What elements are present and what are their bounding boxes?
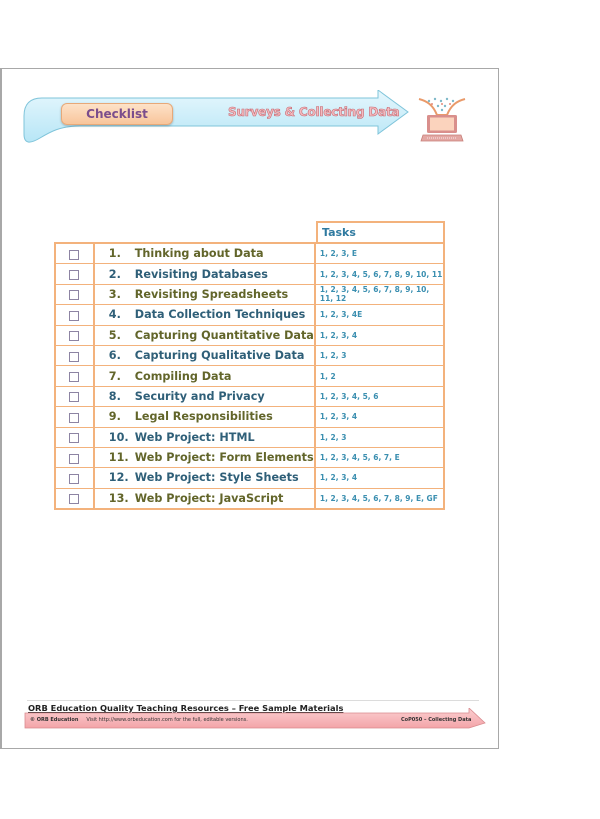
topic-cell	[94, 243, 315, 264]
topic-cell	[94, 264, 315, 284]
table-row	[55, 325, 444, 345]
topic-number: 9.	[108, 410, 121, 424]
table-row	[55, 345, 444, 365]
footer-code: CoP050 – Collecting Data	[401, 717, 472, 723]
tasks-column-header: Tasks	[316, 221, 445, 243]
topic-number: 4.	[108, 308, 121, 322]
footer-title: ORB Education Quality Teaching Resources – Free Sample Materials	[28, 703, 344, 713]
topic-name: Web Project: HTML	[134, 430, 255, 444]
table-row	[55, 284, 444, 304]
tasks-cell: 1, 2, 3, E	[315, 243, 444, 264]
checkbox[interactable]	[69, 331, 79, 341]
topic-cell	[94, 427, 315, 447]
topic-name: Legal Responsibilities	[134, 410, 273, 424]
topic-cell	[94, 284, 315, 304]
topic-number: 10.	[108, 430, 129, 444]
topic-name: Web Project: Form Elements	[134, 451, 314, 465]
checkbox-cell	[55, 345, 94, 365]
worksheet-title: Surveys & Collecting Data	[228, 105, 400, 119]
tasks-cell: 1, 2, 3, 4, 5, 6, 7, 8, 9, 10, 11, 12	[315, 284, 444, 304]
checkbox[interactable]	[69, 494, 79, 504]
topic-cell	[94, 305, 315, 325]
tasks-cell: 1, 2, 3, 4	[315, 325, 444, 345]
topic-name: Revisiting Databases	[134, 267, 268, 281]
table-row	[55, 243, 444, 264]
tasks-cell: 1, 2, 3, 4, 5, 6	[315, 386, 444, 406]
topic-number: 6.	[108, 349, 121, 363]
checkbox-cell	[55, 488, 94, 509]
tasks-cell: 1, 2	[315, 366, 444, 386]
checkbox-cell	[55, 447, 94, 467]
topic-name: Security and Privacy	[134, 389, 265, 403]
topic-cell	[94, 468, 315, 488]
table-row	[55, 305, 444, 325]
tasks-cell: 1, 2, 3, 4E	[315, 305, 444, 325]
checkbox-cell	[55, 366, 94, 386]
topic-name: Data Collection Techniques	[134, 308, 306, 322]
table-row	[55, 447, 444, 467]
checkbox[interactable]	[69, 250, 79, 260]
tasks-cell: 1, 2, 3	[315, 345, 444, 365]
checkbox-cell	[55, 305, 94, 325]
checkbox-cell	[55, 427, 94, 447]
topic-number: 3.	[108, 287, 121, 301]
topic-number: 11.	[108, 451, 129, 465]
section-label: Checklist	[61, 103, 173, 125]
table-row	[55, 366, 444, 386]
checkbox[interactable]	[69, 290, 79, 300]
checkbox[interactable]	[69, 270, 79, 280]
table-row	[55, 468, 444, 488]
checkbox[interactable]	[69, 311, 79, 321]
copyright-text: © ORB Education	[30, 717, 79, 723]
checkbox-cell	[55, 468, 94, 488]
topic-number: 1.	[108, 247, 121, 261]
topic-number: 2.	[108, 267, 121, 281]
checkbox-cell	[55, 386, 94, 406]
checkbox[interactable]	[69, 372, 79, 382]
topic-number: 7.	[108, 369, 121, 383]
topic-name: Capturing Qualitative Data	[134, 349, 305, 363]
table-row	[55, 427, 444, 447]
checkbox-cell	[55, 264, 94, 284]
tasks-cell: 1, 2, 3, 4	[315, 407, 444, 427]
tasks-cell: 1, 2, 3	[315, 427, 444, 447]
checkbox-cell	[55, 243, 94, 264]
topic-cell	[94, 366, 315, 386]
checkbox[interactable]	[69, 392, 79, 402]
topic-cell	[94, 386, 315, 406]
topic-name: Capturing Quantitative Data	[134, 328, 314, 342]
topic-number: 13.	[108, 491, 129, 505]
footer-copyright	[30, 717, 248, 723]
topic-cell	[94, 447, 315, 467]
tasks-cell: 1, 2, 3, 4, 5, 6, 7, 8, 9, E, GF	[315, 488, 444, 509]
checkbox-cell	[55, 407, 94, 427]
topic-name: Thinking about Data	[134, 247, 264, 261]
tasks-cell: 1, 2, 3, 4	[315, 468, 444, 488]
topic-cell	[94, 488, 315, 509]
footer-divider	[27, 700, 479, 701]
checkbox-cell	[55, 284, 94, 304]
checkbox[interactable]	[69, 474, 79, 484]
topic-number: 8.	[108, 389, 121, 403]
visit-link-text: Visit http://www.orbeducation.com for the full, editable versions.	[86, 717, 248, 723]
table-row	[55, 264, 444, 284]
topic-cell	[94, 407, 315, 427]
table-row	[55, 386, 444, 406]
topic-name: Revisiting Spreadsheets	[134, 287, 289, 301]
topic-number: 12.	[108, 471, 129, 485]
checkbox[interactable]	[69, 433, 79, 443]
topic-cell	[94, 345, 315, 365]
checkbox[interactable]	[69, 413, 79, 423]
tasks-cell: 1, 2, 3, 4, 5, 6, 7, E	[315, 447, 444, 467]
checkbox[interactable]	[69, 454, 79, 464]
checkbox-cell	[55, 325, 94, 345]
topic-cell	[94, 325, 315, 345]
laptop-data-icon	[417, 95, 467, 145]
tasks-cell: 1, 2, 3, 4, 5, 6, 7, 8, 9, 10, 11	[315, 264, 444, 284]
topic-name: Web Project: Style Sheets	[134, 471, 299, 485]
topic-number: 5.	[108, 328, 121, 342]
table-row	[55, 488, 444, 509]
topic-name: Web Project: JavaScript	[134, 491, 284, 505]
table-row	[55, 407, 444, 427]
checkbox[interactable]	[69, 352, 79, 362]
checklist-table	[54, 242, 445, 510]
topic-name: Compiling Data	[134, 369, 232, 383]
